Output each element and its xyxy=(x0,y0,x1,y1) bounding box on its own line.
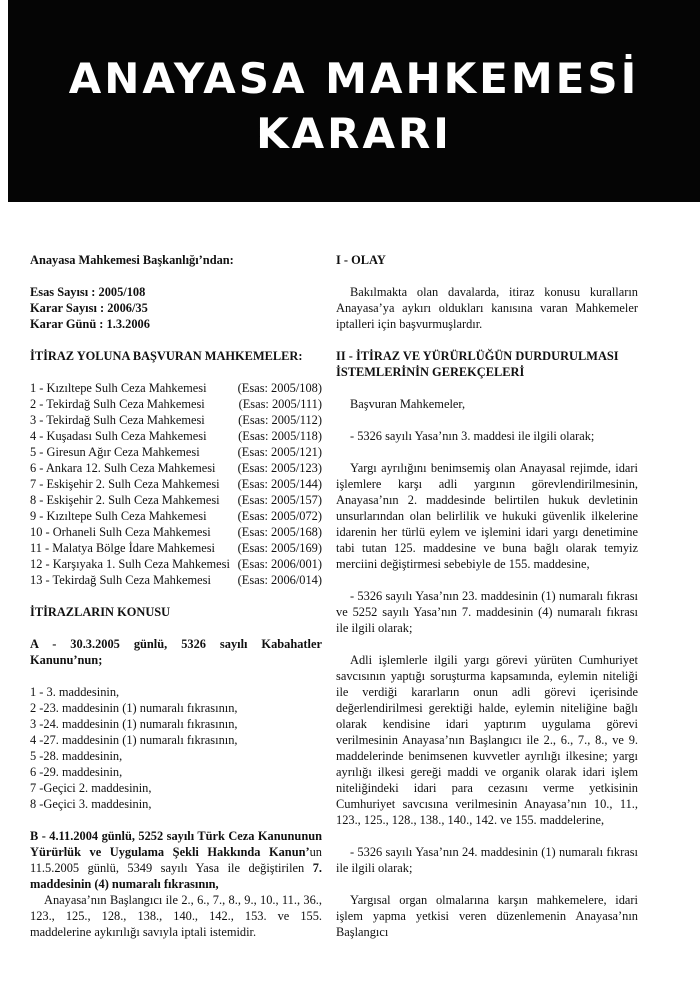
banner-title-line1: ANAYASA MAHKEMESİ xyxy=(68,54,640,103)
court-row xyxy=(30,412,322,428)
court-name: 7 - Eskişehir 2. Sulh Ceza Mahkemesi xyxy=(30,477,220,491)
court-esas: (Esas: 2005/169) xyxy=(237,541,322,555)
section-b-title: B - 4.11.2004 günlü, 5252 sayılı Türk Ceza Kanununun Yürürlük ve Uygulama Şekli Hakkında Kanun’ xyxy=(30,829,322,859)
court-esas: (Esas: 2005/144) xyxy=(237,477,322,491)
olay-heading: I - OLAY xyxy=(336,253,386,267)
court-name: 6 - Ankara 12. Sulh Ceza Mahkemesi xyxy=(30,461,216,475)
court-esas: (Esas: 2005/157) xyxy=(237,493,322,507)
court-row xyxy=(30,476,322,492)
court-name: 4 - Kuşadası Sulh Ceza Mahkemesi xyxy=(30,429,207,443)
court-name: 3 - Tekirdağ Sulh Ceza Mahkemesi xyxy=(30,413,205,427)
court-row xyxy=(30,540,322,556)
court-esas: (Esas: 2005/118) xyxy=(238,429,322,443)
left-column xyxy=(30,248,322,940)
court-esas: (Esas: 2005/168) xyxy=(237,525,322,539)
court-esas: (Esas: 2005/108) xyxy=(237,381,322,395)
court-esas: (Esas: 2006/014) xyxy=(237,573,322,587)
court-row xyxy=(30,460,322,476)
closing-paragraph: Anayasa’nın Başlangıcı ile 2., 6., 7., 8., 9., 10., 11., 36., 123., 125., 128., 138., 140., 142., 153. ve 155. maddelerine aykırılığı savıyla iptali istemidir. xyxy=(30,893,322,939)
ground-text-1: Yargı ayrılığını benimsemiş olan Anayasal rejimde, idari işlemlere karşı adli yargının görevlendirilmesinin, Anayasa’nın 2. maddesinde belirtilen hukuk devletinin unsurlarından olan belirlilik ve hukuki güvenlik ilkelerine idarenin her türlü eylem ve işlemini idari yargı denetimine tabi tutan 125. maddesine ve buna bağlı olarak temyiz merciini değiştirmesi sebebiyle de 155. maddesine, xyxy=(336,461,638,571)
court-esas: (Esas: 2006/001) xyxy=(237,557,322,571)
court-row xyxy=(30,428,322,444)
list-item: 5 -28. maddesinin, xyxy=(30,749,123,763)
court-esas: (Esas: 2005/121) xyxy=(237,445,322,459)
list-item: 6 -29. maddesinin, xyxy=(30,765,123,779)
list-item: 4 -27. maddesinin (1) numaralı fıkrasının, xyxy=(30,733,238,747)
section-b-text: un 11.5.2005 günlü, 5349 sayılı Yasa ile değiştirilen xyxy=(30,845,322,875)
court-row xyxy=(30,396,322,412)
karar-sayisi: Karar Sayısı : 2006/35 xyxy=(30,301,148,315)
court-name: 11 - Malatya Bölge İdare Mahkemesi xyxy=(30,541,215,555)
court-esas: (Esas: 2005/112) xyxy=(238,413,322,427)
courts-list xyxy=(30,380,322,588)
court-row xyxy=(30,444,322,460)
right-column xyxy=(336,248,638,940)
ground-item-1: - 5326 sayılı Yasa’nın 3. maddesi ile ilgili olarak; xyxy=(350,429,595,443)
case-meta xyxy=(30,284,322,332)
court-name: 8 - Eskişehir 2. Sulh Ceza Mahkemesi xyxy=(30,493,220,507)
court-row xyxy=(30,492,322,508)
list-item: 7 -Geçici 2. maddesinin, xyxy=(30,781,152,795)
courts-heading: İTİRAZ YOLUNA BAŞVURAN MAHKEMELER: xyxy=(30,349,303,363)
ground-item-3: - 5326 sayılı Yasa’nın 24. maddesinin (1) numaralı fıkrası ile ilgili olarak; xyxy=(336,845,638,875)
court-row xyxy=(30,524,322,540)
section-a-heading: A - 30.3.2005 günlü, 5326 sayılı Kabahatler Kanunu’nun; xyxy=(30,637,322,667)
section-b-paragraph xyxy=(30,828,322,892)
ground-text-2: Adli işlemlerle ilgili yargı görevi yürüten Cumhuriyet savcısının yaptığı soruşturma kapsamında, eylemin niteliği ile verdiği kararların onun adli görevi içerisinde değerlendirilmesi gerektiği halde, eylemin niteliğine bağlı olarak kendisine idari yaptırım uygulama görevi verilmesinin Anayasa’nın Başlangıcı ile 2., 6., 7., 8., ve 9. maddelerinde benimsenen kuvvetler ayrılığı ilkesine; yargı ayrılığı ilkesi gereği maddi ve organik olarak idari işlem niteliğindeki idari para cezasını verme yetkisinin Cumhuriyet savcısına verilmesinin Anayasa’nın 10., 11., 123., 125., 128., 138., 140., 142. ve 155. maddelerine, xyxy=(336,653,638,827)
court-row xyxy=(30,380,322,396)
subject-heading: İTİRAZLARIN KONUSU xyxy=(30,605,171,619)
court-row xyxy=(30,508,322,524)
section-b-title-end: 7. maddesinin (4) numaralı fıkrasının, xyxy=(30,861,322,891)
court-esas: (Esas: 2005/072) xyxy=(237,509,322,523)
title-banner xyxy=(8,0,700,202)
court-esas: (Esas: 2005/111) xyxy=(238,397,322,411)
court-name: 2 - Tekirdağ Sulh Ceza Mahkemesi xyxy=(30,397,205,411)
ground-item-2: - 5326 sayılı Yasa’nın 23. maddesinin (1) numaralı fıkrası ve 5252 sayılı Yasa’nın 7. maddesinin (4) numaralı fıkrası ile ilgili olarak; xyxy=(336,589,638,635)
issuer-line: Anayasa Mahkemesi Başkanlığı’ndan: xyxy=(30,253,234,267)
banner-title-line2: KARARI xyxy=(256,109,452,158)
court-esas: (Esas: 2005/123) xyxy=(237,461,322,475)
olay-paragraph: Bakılmakta olan davalarda, itiraz konusu kuralların Anayasa’ya aykırı oldukları kanısına varan Mahkemeler iptalleri için başvurmuşlardır. xyxy=(336,285,638,331)
court-name: 10 - Orhaneli Sulh Ceza Mahkemesi xyxy=(30,525,211,539)
court-name: 5 - Giresun Ağır Ceza Mahkemesi xyxy=(30,445,200,459)
court-name: 1 - Kızıltepe Sulh Ceza Mahkemesi xyxy=(30,381,207,395)
court-name: 13 - Tekirdağ Sulh Ceza Mahkemesi xyxy=(30,573,211,587)
list-item: 3 -24. maddesinin (1) numaralı fıkrasının, xyxy=(30,717,238,731)
applicants-line: Başvuran Mahkemeler, xyxy=(350,397,466,411)
court-name: 12 - Karşıyaka 1. Sulh Ceza Mahkemesi xyxy=(30,557,230,571)
list-item: 1 - 3. maddesinin, xyxy=(30,685,120,699)
court-row xyxy=(30,572,322,588)
list-item: 8 -Geçici 3. maddesinin, xyxy=(30,797,152,811)
ground-text-3: Yargısal organ olmalarına karşın mahkemelere, idari işlem yapma yetkisi veren düzenlemenin Anayasa’nın Başlangıcı xyxy=(336,893,638,939)
court-row xyxy=(30,556,322,572)
karar-gunu: Karar Günü : 1.3.2006 xyxy=(30,317,150,331)
court-name: 9 - Kızıltepe Sulh Ceza Mahkemesi xyxy=(30,509,207,523)
section-a-items xyxy=(30,684,322,812)
esas-sayisi: Esas Sayısı : 2005/108 xyxy=(30,285,146,299)
list-item: 2 -23. maddesinin (1) numaralı fıkrasının, xyxy=(30,701,238,715)
grounds-heading: II - İTİRAZ VE YÜRÜRLÜĞÜN DURDURULMASI İSTEMLERİNİN GEREKÇELERİ xyxy=(336,349,619,379)
